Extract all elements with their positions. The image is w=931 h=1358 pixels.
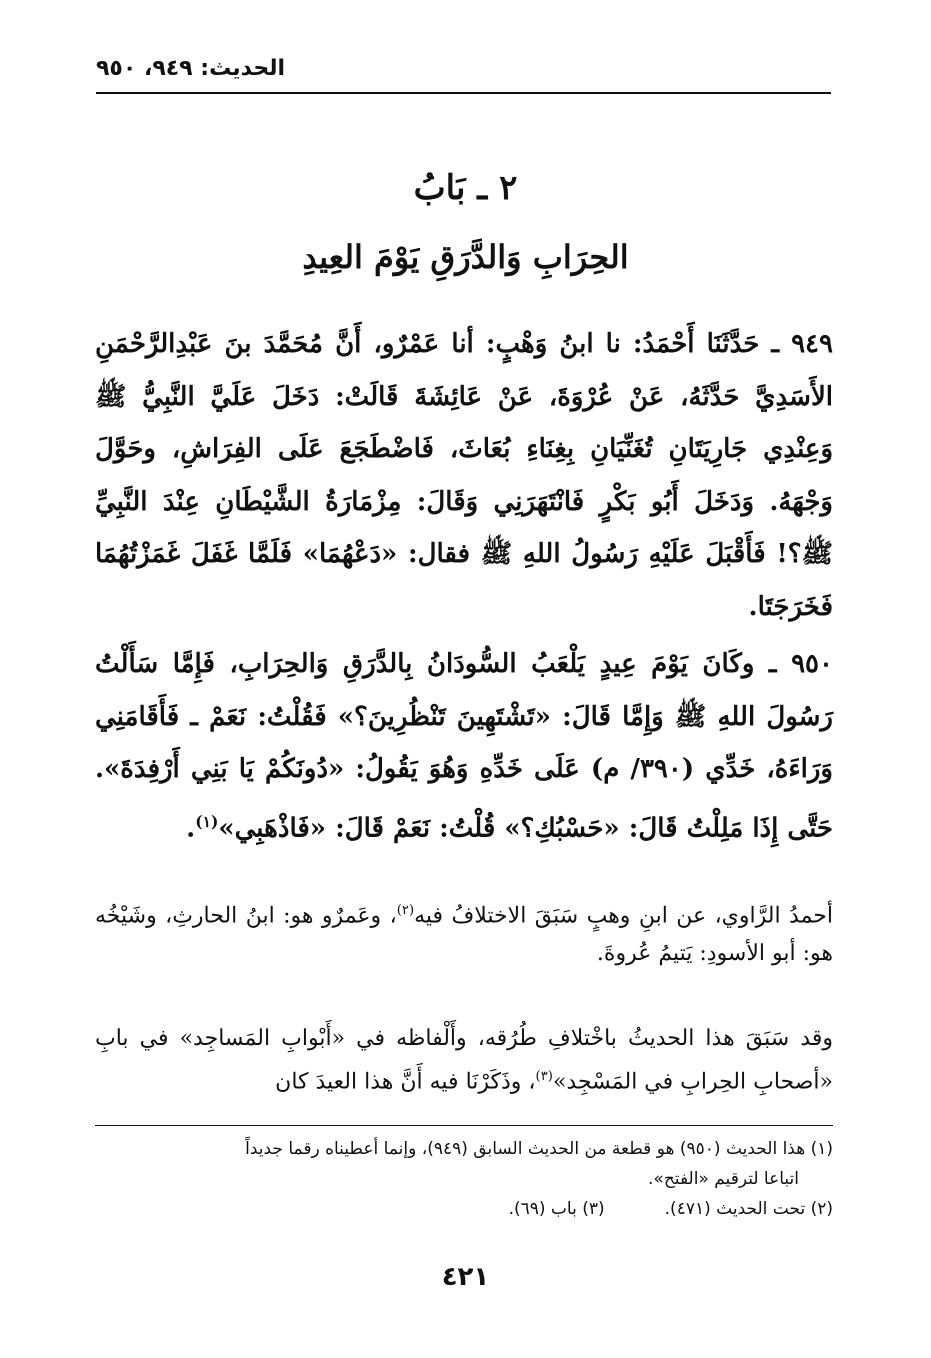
footnotes <box>95 1134 833 1224</box>
footnote-row-2-3 <box>95 1194 833 1224</box>
commentary-paragraph-2 <box>95 1020 833 1101</box>
footnote-2: (٢) تحت الحديث (٤٧١). <box>664 1199 833 1219</box>
commentary-2-part1: وقد سَبَقَ هذا الحديثُ باخْتلافِ طُرُقه، وأَلْفاظه في «أَبْوابِ المَساجِد» في بابِ «أصحابِ الحِرابِ في المَسْجِد» <box>95 1026 833 1095</box>
chapter-number: ٢ ـ بَابُ <box>413 168 518 208</box>
running-header <box>96 52 831 94</box>
hadith-950: ٩٥٠ ـ وكَانَ يَوْمَ عِيدٍ يَلْعَبُ السُّودَانُ بِالدَّرَقِ وَالحِرَابِ، فَإِمَّا سَأَلْتُ رَسُولَ اللهِ ﷺ وَإِمَّا قَالَ: «تَشْتَهِينَ تَنْظُرِينَ؟» فَقُلْتُ: نَعَمْ ـ فَأَقَامَنِي وَرَاءَهُ، خَدِّي (٣٩٠/ م) عَلَى خَدِّهِ وَهُوَ يَقُولُ: «دُونَكُمْ يَا بَنِي أَرْفِدَةَ». حَتَّى إِذَا مَلِلْتُ قَالَ: «حَسْبُكِ؟» قُلْتُ: نَعَمْ قَالَ: «فَاذْهَبِي»$^{(١)}$. <box>95 649 833 844</box>
running-title: الحديث: ٩٤٩، ٩٥٠ <box>96 56 285 81</box>
footnote-3: (٣) باب (٦٩). <box>508 1199 605 1219</box>
commentary-paragraph-1 <box>95 892 833 973</box>
footnote-1-line-2: اتباعا لترقيم «الفتح». <box>648 1169 799 1189</box>
page-number: ٤٢١ <box>441 1262 490 1292</box>
footnote-marker-1: (١) <box>195 811 219 831</box>
commentary-2-part2: ، وذَكَرْنَا فيه أَنَّ هذا العيدَ كان <box>275 1069 536 1095</box>
footnote-1-line-1: (١) هذا الحديث (٩٥٠) هو قطعة من الحديث السابق (٩٤٩)، وإنما أعطيناه رقما جديداً <box>245 1139 833 1159</box>
footnote-marker-2: (٢) <box>396 903 415 918</box>
hadith-950-text: ٩٥٠ ـ وكَانَ يَوْمَ عِيدٍ يَلْعَبُ السُّودَانُ بِالدَّرَقِ وَالحِرَابِ، فَإِمَّا سَأَلْتُ رَسُولَ اللهِ ﷺ وَإِمَّا قَالَ: «تَشْتَهِينَ تَنْظُرِينَ؟» فَقُلْتُ: نَعَمْ ـ فَأَقَامَنِي وَرَاءَهُ، خَدِّي (٣٩٠/ م) عَلَى خَدِّهِ وَهُوَ يَقُولُ: «دُونَكُمْ يَا بَنِي أَرْفِدَةَ». حَتَّى إِذَا مَلِلْتُ قَالَ: «حَسْبُكِ؟» قُلْتُ: نَعَمْ قَالَ: «فَاذْهَبِي» <box>95 649 833 844</box>
chapter-title: الحِرَابِ وَالدَّرَقِ يَوْمَ العِيدِ <box>302 238 629 276</box>
commentary-1-part2: ، وعَمرٌو هو: ابنُ الحارثِ، وشَيْخُه هو: أبو الأسودِ: يَتيمُ عُروةَ. <box>95 903 833 967</box>
hadith-949: ٩٤٩ ـ حَدَّثَنَا أَحْمَدُ: نا ابنُ وَهْبٍ: أنا عَمْرٌو، أَنَّ مُحَمَّدَ بنَ عَبْدِالرَّحْمَنِ الأَسَدِيَّ حَدَّثَهُ، عَنْ عُرْوَةَ، عَنْ عَائِشَةَ قَالَتْ: دَخَلَ عَلَيَّ النَّبِيُّ ﷺ وَعِنْدِي جَارِيَتَانِ تُغَنِّيَانِ بِغِنَاءِ بُعَاثَ، فَاضْطَجَعَ عَلَى الفِرَاشِ، وحَوَّلَ وَجْهَهُ. وَدَخَلَ أَبُو بَكْرٍ فَانْتَهَرَنِي وَقَالَ: مِزْمَارَةُ الشَّيْطَانِ عِنْدَ النَّبِيِّ ﷺ؟! فَأَقْبَلَ عَلَيْهِ رَسُولُ اللهِ ﷺ فقال: «دَعْهُمَا» فَلَمَّا غَفَلَ غَمَزْتُهُمَا فَخَرَجَتَا. <box>95 329 833 622</box>
footnote-marker-3: (٣) <box>535 1069 553 1084</box>
commentary-1-part1: أحمدُ الرَّاوي، عن ابنِ وهبٍ سَبَقَ الاختلافُ فيه <box>414 903 833 929</box>
footnote-divider <box>95 1125 833 1126</box>
